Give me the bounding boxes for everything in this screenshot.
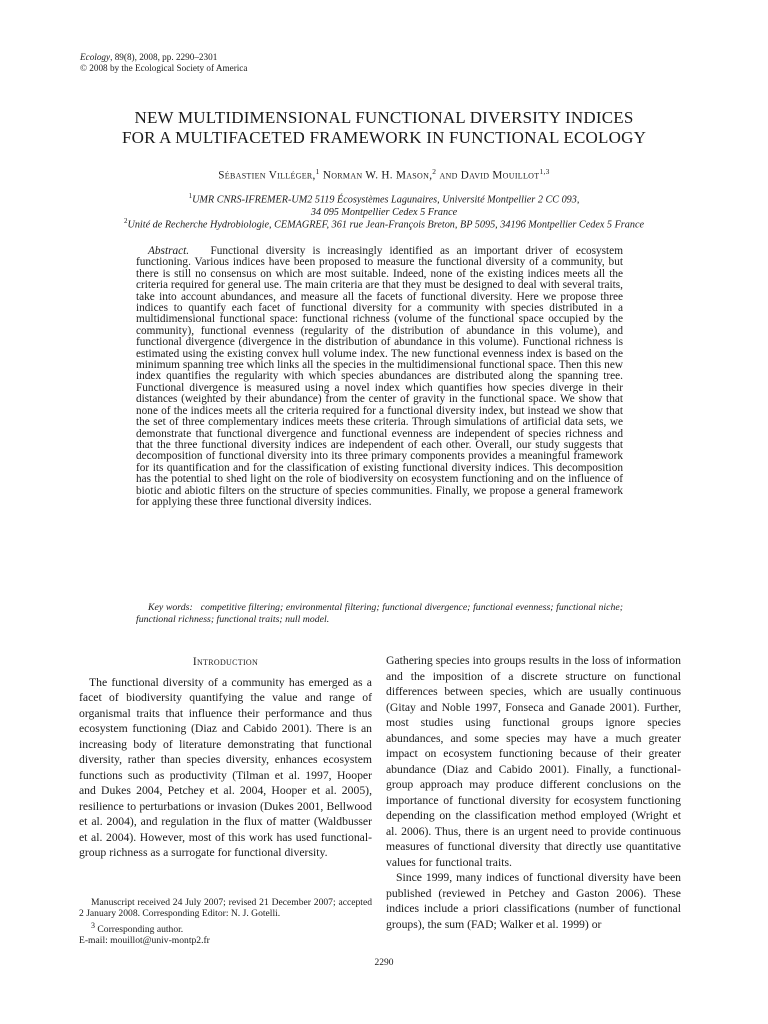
- left-column: [79, 655, 372, 861]
- title-line-2: FOR A MULTIFACETED FRAMEWORK IN FUNCTIONAL ECOLOGY: [121, 128, 647, 147]
- affiliation-2-text: Unité de Recherche Hydrobiologie, CEMAGREF, 361 rue Jean-François Breton, BP 5095, 34196 Montpellier Cedex 5 France: [127, 219, 644, 231]
- footnotes: [79, 897, 372, 947]
- corresponding-mark: 3: [91, 920, 95, 930]
- email-note: E-mail: mouillot@univ-montp2.fr: [79, 935, 210, 947]
- journal-citation: , 89(8), 2008, pp. 2290–2301: [110, 52, 218, 62]
- copyright-line: © 2008 by the Ecological Society of America: [80, 63, 248, 73]
- author-list: [0, 167, 768, 182]
- right-column: [386, 653, 681, 932]
- author-3-affil: 1,3: [539, 167, 550, 176]
- abstract: [136, 246, 623, 508]
- intro-paragraph-2: Gathering species into groups results in the loss of information and the imposition of a discrete structure on functional differences between species, which are usually continuous (Gitay and Noble 1997, Fonseca and Ganade 2001). Further, most studies using functional groups ignore species abundances, and some species may have a much greater impact on ecosystem functioning because of their greater abundance (Diaz and Cabido 2001). Finally, a functional-group approach may produce different conclusions on the importance of functional diversity for ecosystem functioning depending on the classification method employed (Wright et al. 2006). Thus, there is an urgent need to provide continuous measures of functional diversity that directly use quantitative values for functional traits.: [386, 654, 681, 869]
- title-line-1: NEW MULTIDIMENSIONAL FUNCTIONAL DIVERSITY INDICES: [134, 108, 634, 127]
- author-1-affil: 1: [315, 167, 320, 176]
- manuscript-note: Manuscript received 24 July 2007; revised 21 December 2007; accepted 2 January 2008. Corresponding Editor: N. J. Gotelli.: [79, 897, 372, 920]
- author-2: Norman W. H. Mason,: [319, 169, 433, 182]
- keywords-label: Key words:: [148, 602, 193, 613]
- affiliation-1-mark: 1: [188, 192, 193, 200]
- abstract-label: Abstract.: [148, 245, 190, 257]
- journal-header: [80, 52, 247, 74]
- keywords: [136, 602, 623, 625]
- affiliation-1-line-1: [0, 190, 768, 207]
- author-1: Sébastien Villéger,: [218, 169, 316, 182]
- affiliation-1-line-2: 34 095 Montpellier Cedex 5 France: [310, 206, 458, 218]
- affiliation-2-mark: 2: [123, 217, 128, 225]
- corresponding-author-note: [79, 920, 372, 936]
- affiliation-1-text: UMR CNRS-IFREMER-UM2 5119 Écosystèmes Lagunaires, Université Montpellier 2 CC 093,: [192, 194, 580, 206]
- introduction-heading: Introduction: [192, 656, 259, 668]
- affiliation-2: [0, 215, 768, 232]
- intro-paragraph-1: The functional diversity of a community has emerged as a facet of biodiversity quantifying the value and range of organismal traits that influence their performance and thus ecosystem functioning (Diaz and Cabido 2001). There is an increasing body of literature demonstrating that functional diversity, rather than species diversity, enhances ecosystem functions such as productivity (Tilman et al. 1997, Hooper and Dukes 2004, Petchey et al. 2004, Hooper et al. 2005), resilience to perturbations or invasion (Dukes 2001, Bellwood et al. 2004), and regulation in the flux of matter (Waldbusser et al. 2004). However, most of this work has used functional-group richness as a surrogate for functional diversity.: [79, 675, 372, 859]
- citation-line: [80, 52, 247, 63]
- author-2-affil: 2: [432, 167, 437, 176]
- paper-title: [0, 108, 768, 148]
- author-3: and David Mouillot: [436, 169, 540, 182]
- journal-name: Ecology: [80, 52, 111, 62]
- intro-paragraph-3: Since 1999, many indices of functional diversity have been published (reviewed in Petchey and Gaston 2006). These indices include a priori classifications (number of functional groups), the sum (FAD; Walker et al. 1999) or: [386, 871, 681, 931]
- keywords-text: competitive filtering; environmental filtering; functional divergence; functional evenness; functional niche; functional richness; functional traits; null model.: [136, 602, 623, 625]
- abstract-text: Functional diversity is increasingly identified as an important driver of ecosystem functioning. Various indices have been proposed to measure the functional diversity of a community, but there is still no consensus on which are most suitable. Indeed, none of the existing indices meets all the criteria required for general use. The main criteria are that they must be designed to deal with several traits, take into account abundances, and measure all the facets of functional diversity. Here we propose three indices to quantify each facet of functional diversity for a community with species distributed in a multidimensional functional space: functional richness (volume of the functional space occupied by the community), functional evenness (regularity of the distribution of abundance in this volume), and functional divergence (divergence in the distribution of abundance in this volume). Functional richness is estimated using the existing convex hull volume index. The new functional evenness index is based on the minimum spanning tree which links all the species in the multidimensional functional space. Then this new index quantifies the regularity with which species abundances are distributed along the spanning tree. Functional divergence is measured using a novel index which quantifies how species diverge in their distances (weighted by their abundance) from the center of gravity in the functional space. We show that none of the indices meets all the criteria required for a functional diversity index, but instead we show that the set of three complementary indices meets these criteria. Through simulations of artificial data sets, we demonstrate that functional divergence and functional evenness are independent of species richness and that the three functional diversity indices are independent of each other. Overall, our study suggests that decomposition of functional diversity into its three primary components provides a meaningful framework for its quantification and for the classification of existing functional diversity indices. This decomposition has the potential to shed light on the role of biodiversity on ecosystem functioning and on the influence of biotic and abiotic filters on the structure of species communities. Finally, we propose a general framework for applying these three functional diversity indices.: [136, 245, 623, 508]
- corresponding-text: Corresponding author.: [95, 924, 184, 935]
- page-number: 2290: [374, 958, 394, 968]
